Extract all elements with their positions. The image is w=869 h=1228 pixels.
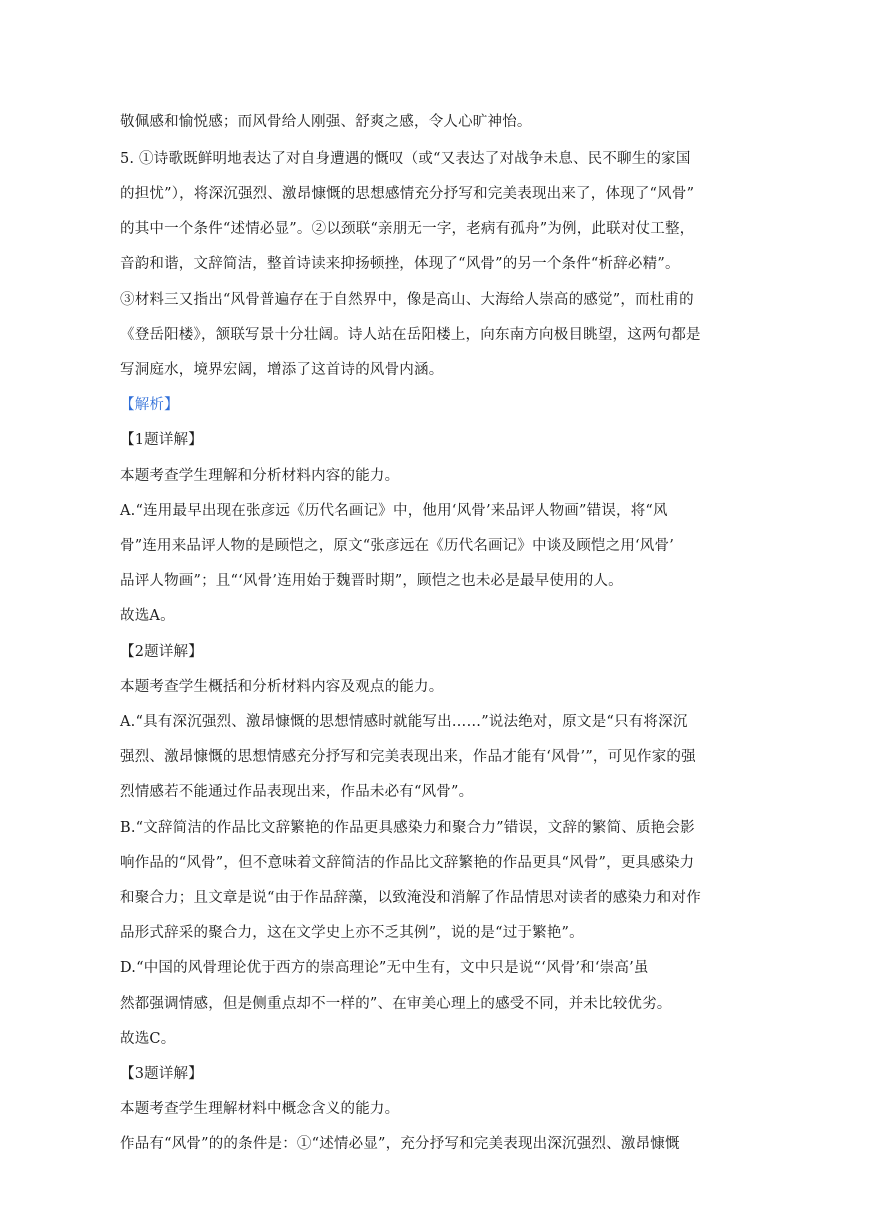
text-line: A.“连用最早出现在张彦远《历代名画记》中，他用‘风骨’来品评人物画”错误，将“风	[120, 503, 668, 519]
text-line: 5. ①诗歌既鲜明地表达了对自身遭遇的慨叹（或“又表达了对战争未息、民不聊生的家国	[120, 151, 691, 167]
text-line: B.“文辞简洁的作品比文辞繁艳的作品更具感染力和聚合力”错误，文辞的繁简、质艳会影	[120, 820, 695, 836]
text-line: 骨”连用来品评人物的是顾恺之，原文“张彦远在《历代名画记》中谈及顾恺之用‘风骨’	[120, 538, 675, 554]
text-line: 敬佩感和愉悦感；而风骨给人刚强、舒爽之感，令人心旷神怡。	[120, 114, 532, 130]
text-line: 烈情感若不能通过作品表现出来，作品未必有“风骨”。	[120, 784, 474, 800]
section-heading: 【2题详解】	[120, 644, 203, 660]
text-line: 然都强调情感，但是侧重点却不一样的”、在审美心理上的感受不同，并未比较优劣。	[120, 996, 672, 1012]
text-line: 写洞庭水，境界宏阔，增添了这首诗的风骨内涵。	[120, 362, 444, 378]
text-line: 故选A。	[120, 608, 175, 624]
text-line: 的其中一个条件“述情必显”。②以颈联“亲朋无一字，老病有孤舟”为例，此联对仗工整，	[120, 221, 695, 237]
section-heading: 【1题详解】	[120, 432, 203, 448]
text-line: 故选C。	[120, 1031, 176, 1047]
text-line: 和聚合力；且文章是说“由于作品辞藻，以致淹没和消解了作品情思对读者的感染力和对作	[120, 890, 701, 906]
text-line: 作品有“风骨”的的条件是：①“述情必显”，充分抒写和完美表现出深沉强烈、激昂慷慨	[120, 1136, 680, 1152]
text-line: D.“中国的风骨理论优于西方的崇高理论”无中生有，文中只是说“‘风骨’和‘崇高’虽	[120, 960, 649, 976]
text-line: 《登岳阳楼》，颔联写景十分壮阔。诗人站在岳阳楼上，向东南方向极目眺望，这两句都是	[120, 327, 701, 343]
text-line: 本题考查学生理解材料中概念含义的能力。	[120, 1101, 400, 1117]
text-line: 的担忧”），将深沉强烈、激昂慷慨的思想感情充分抒写和完美表现出来了，体现了“风骨”	[120, 186, 695, 202]
analysis-heading: 【解析】	[120, 397, 179, 413]
text-line: 本题考查学生理解和分析材料内容的能力。	[120, 468, 400, 484]
text-line: A.“具有深沉强烈、激昂慷慨的思想情感时就能写出……”说法绝对，原文是“只有将深沉	[120, 714, 688, 730]
section-heading: 【3题详解】	[120, 1066, 203, 1082]
text-line: 响作品的“风骨”，但不意味着文辞简洁的作品比文辞繁艳的作品更具“风骨”，更具感染力	[120, 855, 695, 871]
text-line: 强烈、激昂慷慨的思想情感充分抒写和完美表现出来，作品才能有‘风骨’”，可见作家的强	[120, 749, 696, 765]
text-line: 品形式辞采的聚合力，这在文学史上亦不乏其例”，说的是“过于繁艳”。	[120, 925, 584, 941]
text-line: 音韵和谐，文辞简洁，整首诗读来抑扬顿挫，体现了“风骨”的另一个条件“析辞必精”。	[120, 256, 680, 272]
text-line: 品评人物画”；且“‘风骨’连用始于魏晋时期”，顾恺之也未必是最早使用的人。	[120, 573, 623, 589]
text-line: 本题考查学生概括和分析材料内容及观点的能力。	[120, 679, 444, 695]
text-line: ③材料三又指出“风骨普遍存在于自然界中，像是高山、大海给人崇高的感觉”，而杜甫的	[120, 292, 694, 308]
